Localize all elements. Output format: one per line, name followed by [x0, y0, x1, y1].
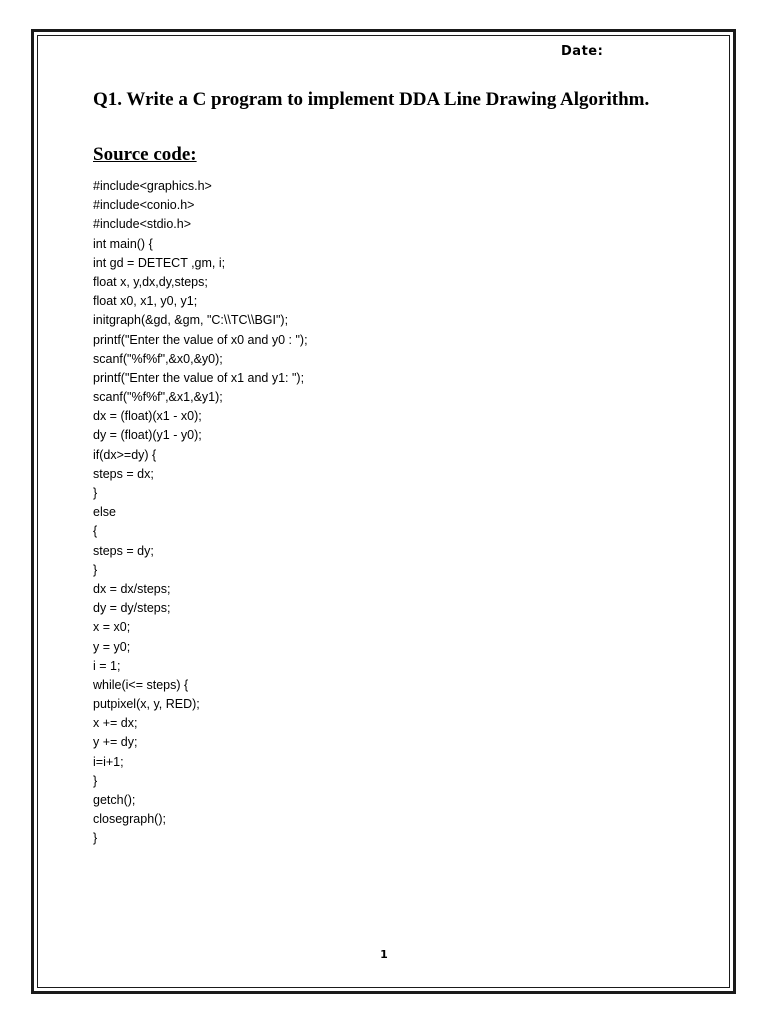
- code-line: float x0, x1, y0, y1;: [93, 294, 198, 309]
- code-line: dy = dy/steps;: [93, 601, 171, 616]
- code-line: i=i+1;: [93, 754, 124, 769]
- code-line: }: [93, 773, 98, 788]
- code-line: steps = dx;: [93, 466, 154, 481]
- code-line: dx = dx/steps;: [93, 581, 171, 596]
- code-line: printf("Enter the value of x0 and y0 : ");: [93, 332, 308, 347]
- code-line: int gd = DETECT ,gm, i;: [93, 255, 226, 270]
- code-line: }: [93, 562, 98, 577]
- code-line: scanf("%f%f",&x1,&y1);: [93, 390, 223, 405]
- question-title: Q1. Write a C program to implement DDA Line Drawing Algorithm.: [93, 89, 650, 110]
- code-line: }: [93, 486, 98, 500]
- code-line: scanf("%f%f",&x0,&y0);: [93, 351, 223, 366]
- code-line: putpixel(x, y, RED);: [93, 697, 200, 712]
- code-line: x += dx;: [93, 716, 138, 731]
- code-line: getch();: [93, 793, 136, 807]
- code-line: #include<graphics.h>: [93, 179, 212, 193]
- code-line: int main() {: [93, 236, 153, 251]
- code-line: }: [93, 831, 98, 846]
- code-line: steps = dy;: [93, 543, 154, 558]
- code-line: x = x0;: [93, 620, 131, 635]
- code-line: initgraph(&gd, &gm, "C:\\TC\\BGI");: [93, 313, 289, 328]
- code-line: float x, y,dx,dy,steps;: [93, 274, 208, 289]
- code-line: {: [93, 524, 98, 539]
- code-line: #include<stdio.h>: [93, 217, 191, 232]
- source-code-heading: Source code:: [93, 144, 197, 165]
- code-line: printf("Enter the value of x1 and y1: ");: [93, 370, 305, 385]
- code-line: dy = (float)(y1 - y0);: [93, 428, 202, 443]
- source-code-block: [93, 177, 308, 849]
- code-line: y += dy;: [93, 735, 138, 750]
- code-line: if(dx>=dy) {: [93, 447, 157, 462]
- code-line: #include<conio.h>: [93, 198, 195, 213]
- code-line: y = y0;: [93, 639, 131, 654]
- code-line: while(i<= steps) {: [93, 677, 189, 692]
- page-number: 1: [380, 948, 388, 961]
- code-line: else: [93, 505, 116, 520]
- code-line: dx = (float)(x1 - x0);: [93, 409, 202, 424]
- code-line: closegraph();: [93, 812, 166, 827]
- date-label: Date:: [561, 44, 604, 59]
- code-line: i = 1;: [93, 658, 121, 673]
